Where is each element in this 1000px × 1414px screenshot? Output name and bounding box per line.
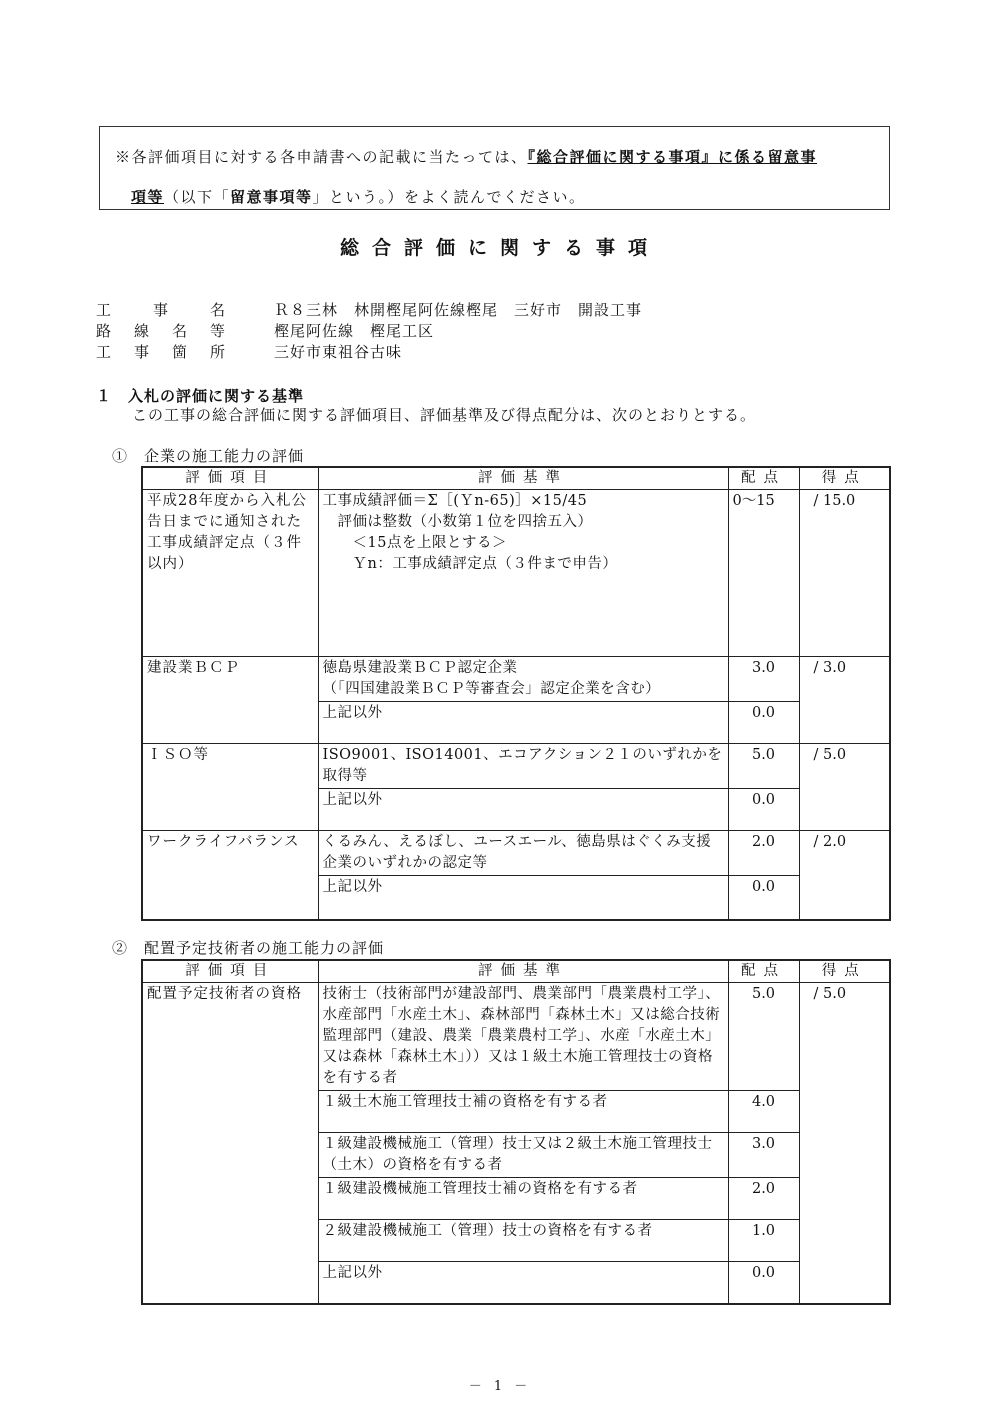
score-cell: / 2.0	[799, 831, 890, 920]
points-cell: 2.0	[728, 831, 799, 876]
header-criteria: 評価基準	[318, 467, 728, 490]
criteria-cell: 上記以外	[318, 876, 728, 920]
points-cell: 0.0	[728, 702, 799, 744]
section-1-heading: １ 入札の評価に関する基準	[96, 387, 305, 405]
info-value: 樫尾阿佐線 樫尾工区	[274, 322, 435, 340]
criteria-cell: ISO9001、ISO14001、エコアクション２１のいずれかを取得等	[318, 744, 728, 789]
notice-line-1: ※各評価項目に対する各申請書への記載に当たっては、『総合評価に関する事項』に係る留意事	[115, 148, 818, 166]
subsection-1-heading: ① 企業の施工能力の評価	[112, 447, 305, 465]
header-score: 得点	[799, 467, 890, 490]
criteria-cell: 徳島県建設業ＢＣＰ認定企業 （「四国建設業ＢＣＰ等審査会」認定企業を含む）	[318, 657, 728, 702]
engineer-evaluation-table	[141, 959, 891, 1305]
criteria-cell: 技術士（技術部門が建設部門、農業部門「農業農村工学」、水産部門「水産土木」、森林部門「森林土木」又は総合技術監理部門（建設、農業「農業農村工学」、水産「水産土木」又は森林「森林土木」））又は１級土木施工管理技士の資格を有する者	[318, 983, 728, 1091]
points-cell: 4.0	[728, 1091, 799, 1133]
criteria-cell: 上記以外	[318, 702, 728, 744]
notice-line-2: 項等（以下「留意事項等」という。）をよく読んでください。	[131, 188, 586, 206]
table-row	[142, 983, 890, 1091]
header-points: 配点	[728, 960, 799, 983]
score-cell: / 5.0	[799, 744, 890, 831]
criteria-cell: １級建設機械施工（管理）技士又は２級土木施工管理技士（土木）の資格を有する者	[318, 1133, 728, 1178]
item-cell: ワークライフバランス	[142, 831, 318, 920]
criteria-cell: １級建設機械施工管理技士補の資格を有する者	[318, 1178, 728, 1220]
item-cell: 配置予定技術者の資格	[142, 983, 318, 1304]
subsection-2-heading: ② 配置予定技術者の施工能力の評価	[112, 939, 385, 957]
info-label-char: 工	[96, 301, 113, 319]
points-cell: 0～15	[728, 490, 799, 657]
info-label	[96, 300, 226, 321]
item-cell: ＩＳＯ等	[142, 744, 318, 831]
header-item: 評価項目	[142, 467, 318, 490]
info-label-char: 工	[96, 343, 113, 361]
info-label-char: 事	[133, 343, 150, 361]
table-row	[142, 490, 890, 657]
score-cell: / 15.0	[799, 490, 890, 657]
notice-box	[99, 126, 890, 210]
table-row	[142, 744, 890, 789]
criteria-cell: 工事成績評価＝Σ［(Ｙn-65)］×15/45 評価は整数（小数第１位を四捨五入） ＜15点を上限とする＞ Ｙn：工事成績評定点（３件まで申告）	[318, 490, 728, 657]
document-title: 総合評価に関する事項	[339, 237, 660, 259]
info-label-char: 箇	[171, 343, 188, 361]
page-number: － 1 －	[468, 1379, 532, 1394]
info-label-char: 事	[152, 301, 169, 319]
criteria-cell: ２級建設機械施工（管理）技士の資格を有する者	[318, 1220, 728, 1262]
header-score: 得点	[799, 960, 890, 983]
score-cell: / 3.0	[799, 657, 890, 744]
table-row	[142, 657, 890, 702]
header-criteria: 評価基準	[318, 960, 728, 983]
points-cell: 0.0	[728, 789, 799, 831]
points-cell: 0.0	[728, 876, 799, 920]
info-label	[96, 342, 226, 363]
header-item: 評価項目	[142, 960, 318, 983]
section-1-body: この工事の総合評価に関する評価項目、評価基準及び得点配分は、次のとおりとする。	[132, 406, 757, 424]
criteria-cell: くるみん、えるぼし、ユースエール、徳島県はぐくみ支援企業のいずれかの認定等	[318, 831, 728, 876]
points-cell: 3.0	[728, 657, 799, 702]
score-cell: / 5.0	[799, 983, 890, 1304]
points-cell: 5.0	[728, 983, 799, 1091]
header-points: 配点	[728, 467, 799, 490]
info-label-char: 等	[209, 322, 226, 340]
points-cell: 1.0	[728, 1220, 799, 1262]
item-cell: 平成28年度から入札公告日までに通知された工事成績評定点（３件以内）	[142, 490, 318, 657]
criteria-cell: 上記以外	[318, 789, 728, 831]
points-cell: 2.0	[728, 1178, 799, 1220]
info-label-char: 所	[209, 343, 226, 361]
info-label	[96, 321, 226, 342]
points-cell: 5.0	[728, 744, 799, 789]
points-cell: 3.0	[728, 1133, 799, 1178]
info-value: 三好市東祖谷古味	[274, 343, 403, 361]
info-value: Ｒ８三林 林開樫尾阿佐線樫尾 三好市 開設工事	[274, 301, 643, 319]
criteria-cell: １級土木施工管理技士補の資格を有する者	[318, 1091, 728, 1133]
company-evaluation-table	[141, 466, 891, 921]
item-cell: 建設業ＢＣＰ	[142, 657, 318, 744]
info-label-char: 線	[133, 322, 150, 340]
notice-emphasis: 『総合評価に関する事項』に係る留意事	[527, 148, 818, 166]
info-label-char: 名	[209, 301, 226, 319]
points-cell: 0.0	[728, 1262, 799, 1304]
info-label-char: 路	[96, 322, 113, 340]
table-row	[142, 831, 890, 876]
info-label-char: 名	[171, 322, 188, 340]
criteria-cell: 上記以外	[318, 1262, 728, 1304]
